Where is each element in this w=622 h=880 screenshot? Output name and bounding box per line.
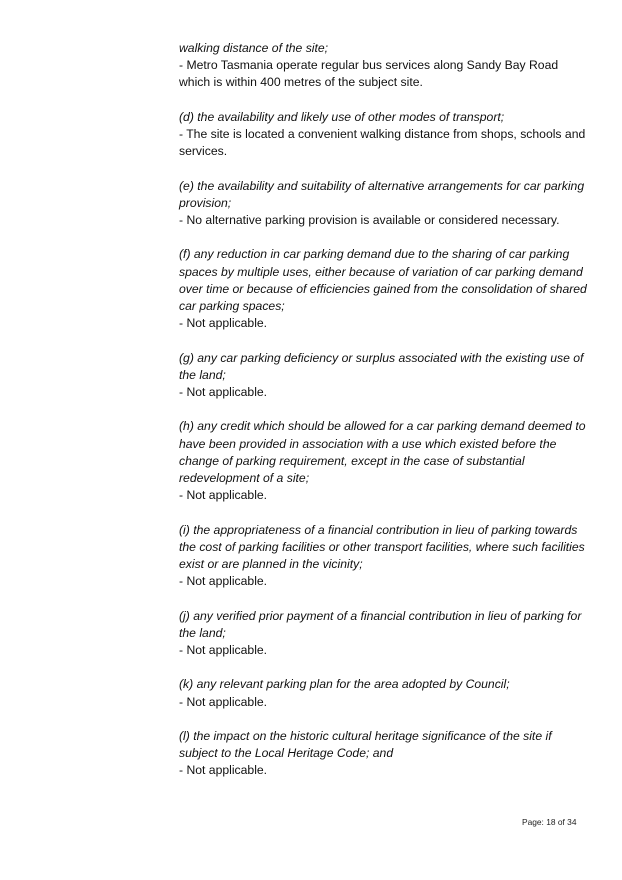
- criterion-k: [179, 676, 589, 710]
- criterion-e: [179, 178, 589, 230]
- criterion-text: (e) the availability and suitability of alternative arrangements for car parking provision;: [179, 178, 585, 210]
- criterion-h: [179, 418, 589, 504]
- criterion-text: (i) the appropriateness of a financial contribution in lieu of parking towards the cost of parking facilities or other transport facilities, where such facilities exist or are planned in the vicinity;: [179, 522, 585, 571]
- criterion-c-continued: [179, 40, 589, 92]
- response-text: - Not applicable.: [179, 385, 268, 399]
- response-text: - Metro Tasmania operate regular bus services along Sandy Bay Road which is within 400 metres of the subject site.: [179, 58, 559, 90]
- criterion-text: (j) any verified prior payment of a financial contribution in lieu of parking for the land;: [179, 608, 582, 640]
- response-text: - The site is located a convenient walking distance from shops, schools and services.: [179, 127, 586, 159]
- response-text: - Not applicable.: [179, 694, 268, 709]
- criterion-text: (g) any car parking deficiency or surplus associated with the existing use of the land;: [179, 350, 584, 382]
- criterion-text: (h) any credit which should be allowed for a car parking demand deemed to have been provided in association with a use which existed before the change of parking requirement, except in the case of substantial redevelopment of a site;: [179, 419, 586, 485]
- page-body: [179, 40, 589, 797]
- criterion-f: [179, 246, 589, 332]
- criterion-i: [179, 522, 589, 591]
- criterion-text: (f) any reduction in car parking demand due to the sharing of car parking spaces by multiple uses, either because of variation of car parking demand over time or because of efficiencies gained from the consolidation of shared car parking spaces;: [179, 247, 587, 313]
- response-text: - No alternative parking provision is available or considered necessary.: [179, 213, 560, 227]
- criterion-text: (k) any relevant parking plan for the area adopted by Council;: [179, 677, 510, 692]
- response-text: - Not applicable.: [179, 643, 268, 657]
- criterion-g: [179, 350, 589, 402]
- criterion-text: (l) the impact on the historic cultural heritage significance of the site if subject to the Local Heritage Code; and: [179, 728, 552, 761]
- response-text: - Not applicable.: [179, 763, 268, 778]
- response-text: - Not applicable.: [179, 574, 268, 589]
- criterion-text: (d) the availability and likely use of other modes of transport;: [179, 109, 505, 124]
- response-text: - Not applicable.: [179, 488, 268, 503]
- criterion-d: [179, 109, 589, 161]
- page-number: Page: 18 of 34: [522, 817, 577, 827]
- response-text: - Not applicable.: [179, 316, 268, 331]
- criterion-j: [179, 608, 589, 660]
- criterion-l: [179, 728, 589, 780]
- criterion-text: walking distance of the site;: [179, 41, 329, 55]
